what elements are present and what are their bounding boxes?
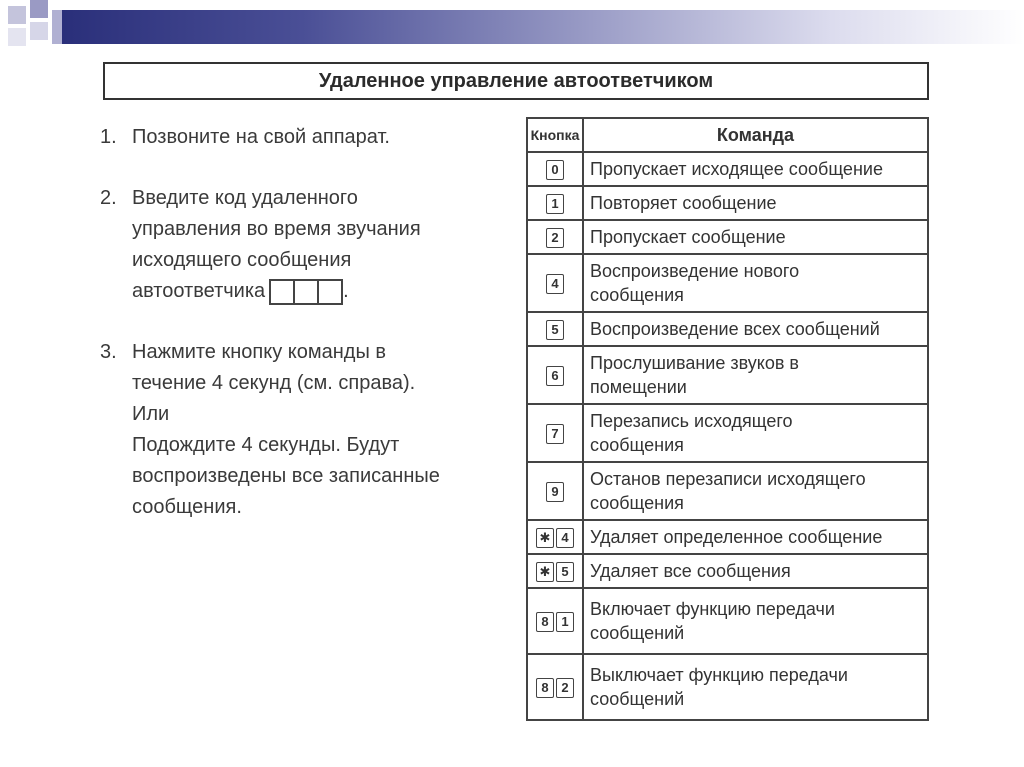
button-keys-cell <box>527 404 583 462</box>
command-table <box>526 117 929 721</box>
command-line: Включает функцию передачи <box>590 599 835 619</box>
button-keys-cell <box>527 220 583 254</box>
command-line: сообщений <box>590 689 685 709</box>
command-line: Удаляет все сообщения <box>590 561 791 581</box>
command-line: Повторяет сообщение <box>590 193 777 213</box>
step-text <box>132 337 500 523</box>
table-row <box>527 404 928 462</box>
keypad-key: 5 <box>556 562 574 582</box>
table-row <box>527 346 928 404</box>
command-line: помещении <box>590 377 687 397</box>
step-number: 2. <box>100 187 117 209</box>
command-cell <box>583 554 928 588</box>
command-line: Пропускает сообщение <box>590 227 786 247</box>
page-title: Удаленное управление автоответчиком <box>103 62 929 100</box>
command-line: сообщения <box>590 285 684 305</box>
column-header-button: Кнопка <box>527 118 583 152</box>
button-keys-cell <box>527 312 583 346</box>
code-digit-box <box>293 279 319 305</box>
button-keys-cell <box>527 520 583 554</box>
command-line: Воспроизведение всех сообщений <box>590 319 880 339</box>
command-cell <box>583 654 928 720</box>
button-keys-cell <box>527 588 583 654</box>
deco-square <box>30 0 48 18</box>
step-text <box>132 122 500 153</box>
deco-square <box>8 6 26 24</box>
step-item <box>100 122 500 153</box>
keypad-key: 8 <box>536 678 554 698</box>
code-digit-box <box>317 279 343 305</box>
command-line: сообщений <box>590 623 685 643</box>
step-line: сообщения. <box>132 496 242 518</box>
step-line: исходящего сообщения <box>132 249 352 271</box>
step-line: Или <box>132 403 170 425</box>
step-line: течение 4 секунд (см. справа). <box>132 372 416 394</box>
command-line: Удаляет определенное сообщение <box>590 527 883 547</box>
keypad-key: 5 <box>546 320 564 340</box>
step-line: Нажмите кнопку команды в <box>132 341 387 363</box>
command-line: Выключает функцию передачи <box>590 665 848 685</box>
table-row <box>527 462 928 520</box>
table-row <box>527 588 928 654</box>
command-cell <box>583 254 928 312</box>
command-cell <box>583 152 928 186</box>
table-row <box>527 520 928 554</box>
step-item <box>100 183 500 307</box>
command-cell <box>583 520 928 554</box>
step-line-with-code: автоответчика . <box>132 276 500 307</box>
keypad-key: 1 <box>556 612 574 632</box>
table-row <box>527 186 928 220</box>
step-number: 1. <box>100 126 117 148</box>
button-keys-cell <box>527 152 583 186</box>
step-line: Введите код удаленного <box>132 187 358 209</box>
command-cell <box>583 346 928 404</box>
keypad-key: 0 <box>546 160 564 180</box>
command-line: Пропускает исходящее сообщение <box>590 159 883 179</box>
step-line: Подождите 4 секунды. Будут <box>132 434 400 456</box>
command-line: Воспроизведение нового <box>590 261 800 281</box>
header-band <box>62 10 1024 44</box>
keypad-key: 4 <box>556 528 574 548</box>
button-keys-cell <box>527 462 583 520</box>
command-line: Перезапись исходящего <box>590 411 793 431</box>
command-cell <box>583 462 928 520</box>
keypad-key: 8 <box>536 612 554 632</box>
table-row <box>527 312 928 346</box>
button-keys-cell <box>527 254 583 312</box>
command-cell <box>583 588 928 654</box>
keypad-key: 6 <box>546 366 564 386</box>
step-line: Позвоните на свой аппарат. <box>132 126 390 148</box>
step-line: воспроизведены все записанные <box>132 465 440 487</box>
button-keys-cell <box>527 186 583 220</box>
keypad-key: 1 <box>546 194 564 214</box>
deco-square <box>30 22 48 40</box>
command-line: Прослушивание звуков в <box>590 353 799 373</box>
step-number: 3. <box>100 341 117 363</box>
step-line: управления во время звучания <box>132 218 421 240</box>
keypad-key: 2 <box>546 228 564 248</box>
code-digit-box <box>269 279 295 305</box>
command-line: сообщения <box>590 435 684 455</box>
table-row <box>527 654 928 720</box>
button-keys-cell <box>527 554 583 588</box>
step-item <box>100 337 500 523</box>
command-table-body <box>527 152 928 720</box>
command-cell <box>583 312 928 346</box>
command-line: сообщения <box>590 493 684 513</box>
keypad-key: 4 <box>546 274 564 294</box>
step-line: автоответчика <box>132 280 266 302</box>
command-cell <box>583 186 928 220</box>
star-key-icon: ✱ <box>536 528 554 548</box>
command-cell <box>583 220 928 254</box>
table-row <box>527 554 928 588</box>
table-row <box>527 152 928 186</box>
button-keys-cell <box>527 654 583 720</box>
command-line: Останов перезаписи исходящего <box>590 469 866 489</box>
table-row <box>527 220 928 254</box>
header-decoration <box>0 0 1024 60</box>
command-cell <box>583 404 928 462</box>
column-header-command: Команда <box>583 118 928 152</box>
button-keys-cell <box>527 346 583 404</box>
step-text <box>132 183 500 307</box>
deco-square <box>8 28 26 46</box>
keypad-key: 2 <box>556 678 574 698</box>
keypad-key: 9 <box>546 482 564 502</box>
keypad-key: 7 <box>546 424 564 444</box>
code-entry-boxes <box>271 279 343 305</box>
table-row <box>527 254 928 312</box>
steps-list <box>100 122 500 553</box>
star-key-icon: ✱ <box>536 562 554 582</box>
